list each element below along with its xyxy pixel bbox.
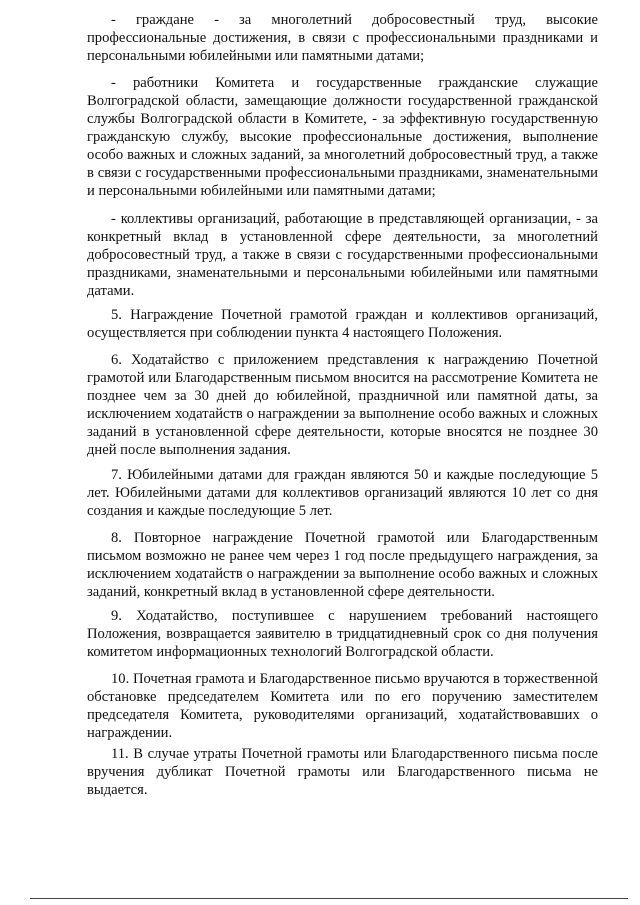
paragraph-committee-employees: - работники Комитета и государственные гражданские служащие Волгоградской области, замещающие должности государственной гражданской службы Волгоградской области в Комитете, - за эффективную государственную гражданскую службу, высокие профессиональные достижения, выполнение особо важных и сложных заданий, за многолетний добросовестный труд, а также в связи с государственными профессиональными праздниками, знаменательными и персональными юбилейными или памятными датами; <box>87 75 598 199</box>
page-bottom-rule <box>30 898 628 899</box>
paragraph-item-6: 6. Ходатайство с приложением представления к награждению Почетной грамотой или Благодарственным письмом вносится на рассмотрение Комитета не позднее чем за 30 дней до юбилейной, праздничной или памятной даты, за исключением ходатайств о награждении за выполнение особо важных и сложных заданий в установленной сфере деятельности, которые вносятся не позднее 30 дней после выполнения задания. <box>87 352 598 458</box>
paragraph-item-5: 5. Награждение Почетной грамотой граждан и коллективов организаций, осуществляется при соблюдении пункта 4 настоящего Положения. <box>87 307 598 341</box>
paragraph-citizens: - граждане - за многолетний добросовестный труд, высокие профессиональные достижения, в связи с профессиональными праздниками и персональными юбилейными или памятными датами; <box>87 12 598 64</box>
paragraph-item-11: 11. В случае утраты Почетной грамоты или Благодарственного письма после вручения дубликат Почетной грамоты или Благодарственного письма не выдается. <box>87 746 598 798</box>
paragraph-organization-collectives: - коллективы организаций, работающие в представляющей организации, - за конкретный вклад в установленной сфере деятельности, за многолетний добросовестный труд, а также в связи с государственными профессиональными праздниками, знаменательными и персональными юбилейными или памятными датами. <box>87 211 598 299</box>
paragraph-item-8: 8. Повторное награждение Почетной грамотой или Благодарственным письмом возможно не ранее чем через 1 год после предыдущего награждения, за исключением ходатайств о награждении за выполнение особо важных и сложных заданий, конкретный вклад в установленной сфере деятельности. <box>87 530 598 600</box>
paragraph-item-9: 9. Ходатайство, поступившее с нарушением требований настоящего Положения, возвращается заявителю в тридцатидневный срок со дня получения комитетом информационных технологий Волгоградской области. <box>87 608 598 660</box>
paragraph-item-7: 7. Юбилейными датами для граждан являются 50 и каждые последующие 5 лет. Юбилейными датами для коллективов организаций являются 10 лет со дня создания и каждые последующие 5 лет. <box>87 467 598 519</box>
paragraph-item-10: 10. Почетная грамота и Благодарственное письмо вручаются в торжественной обстановке председателем Комитета или по его поручению заместителем председателя Комитета, руководителями организаций, ходатайствовавших о награждении. <box>87 671 598 741</box>
